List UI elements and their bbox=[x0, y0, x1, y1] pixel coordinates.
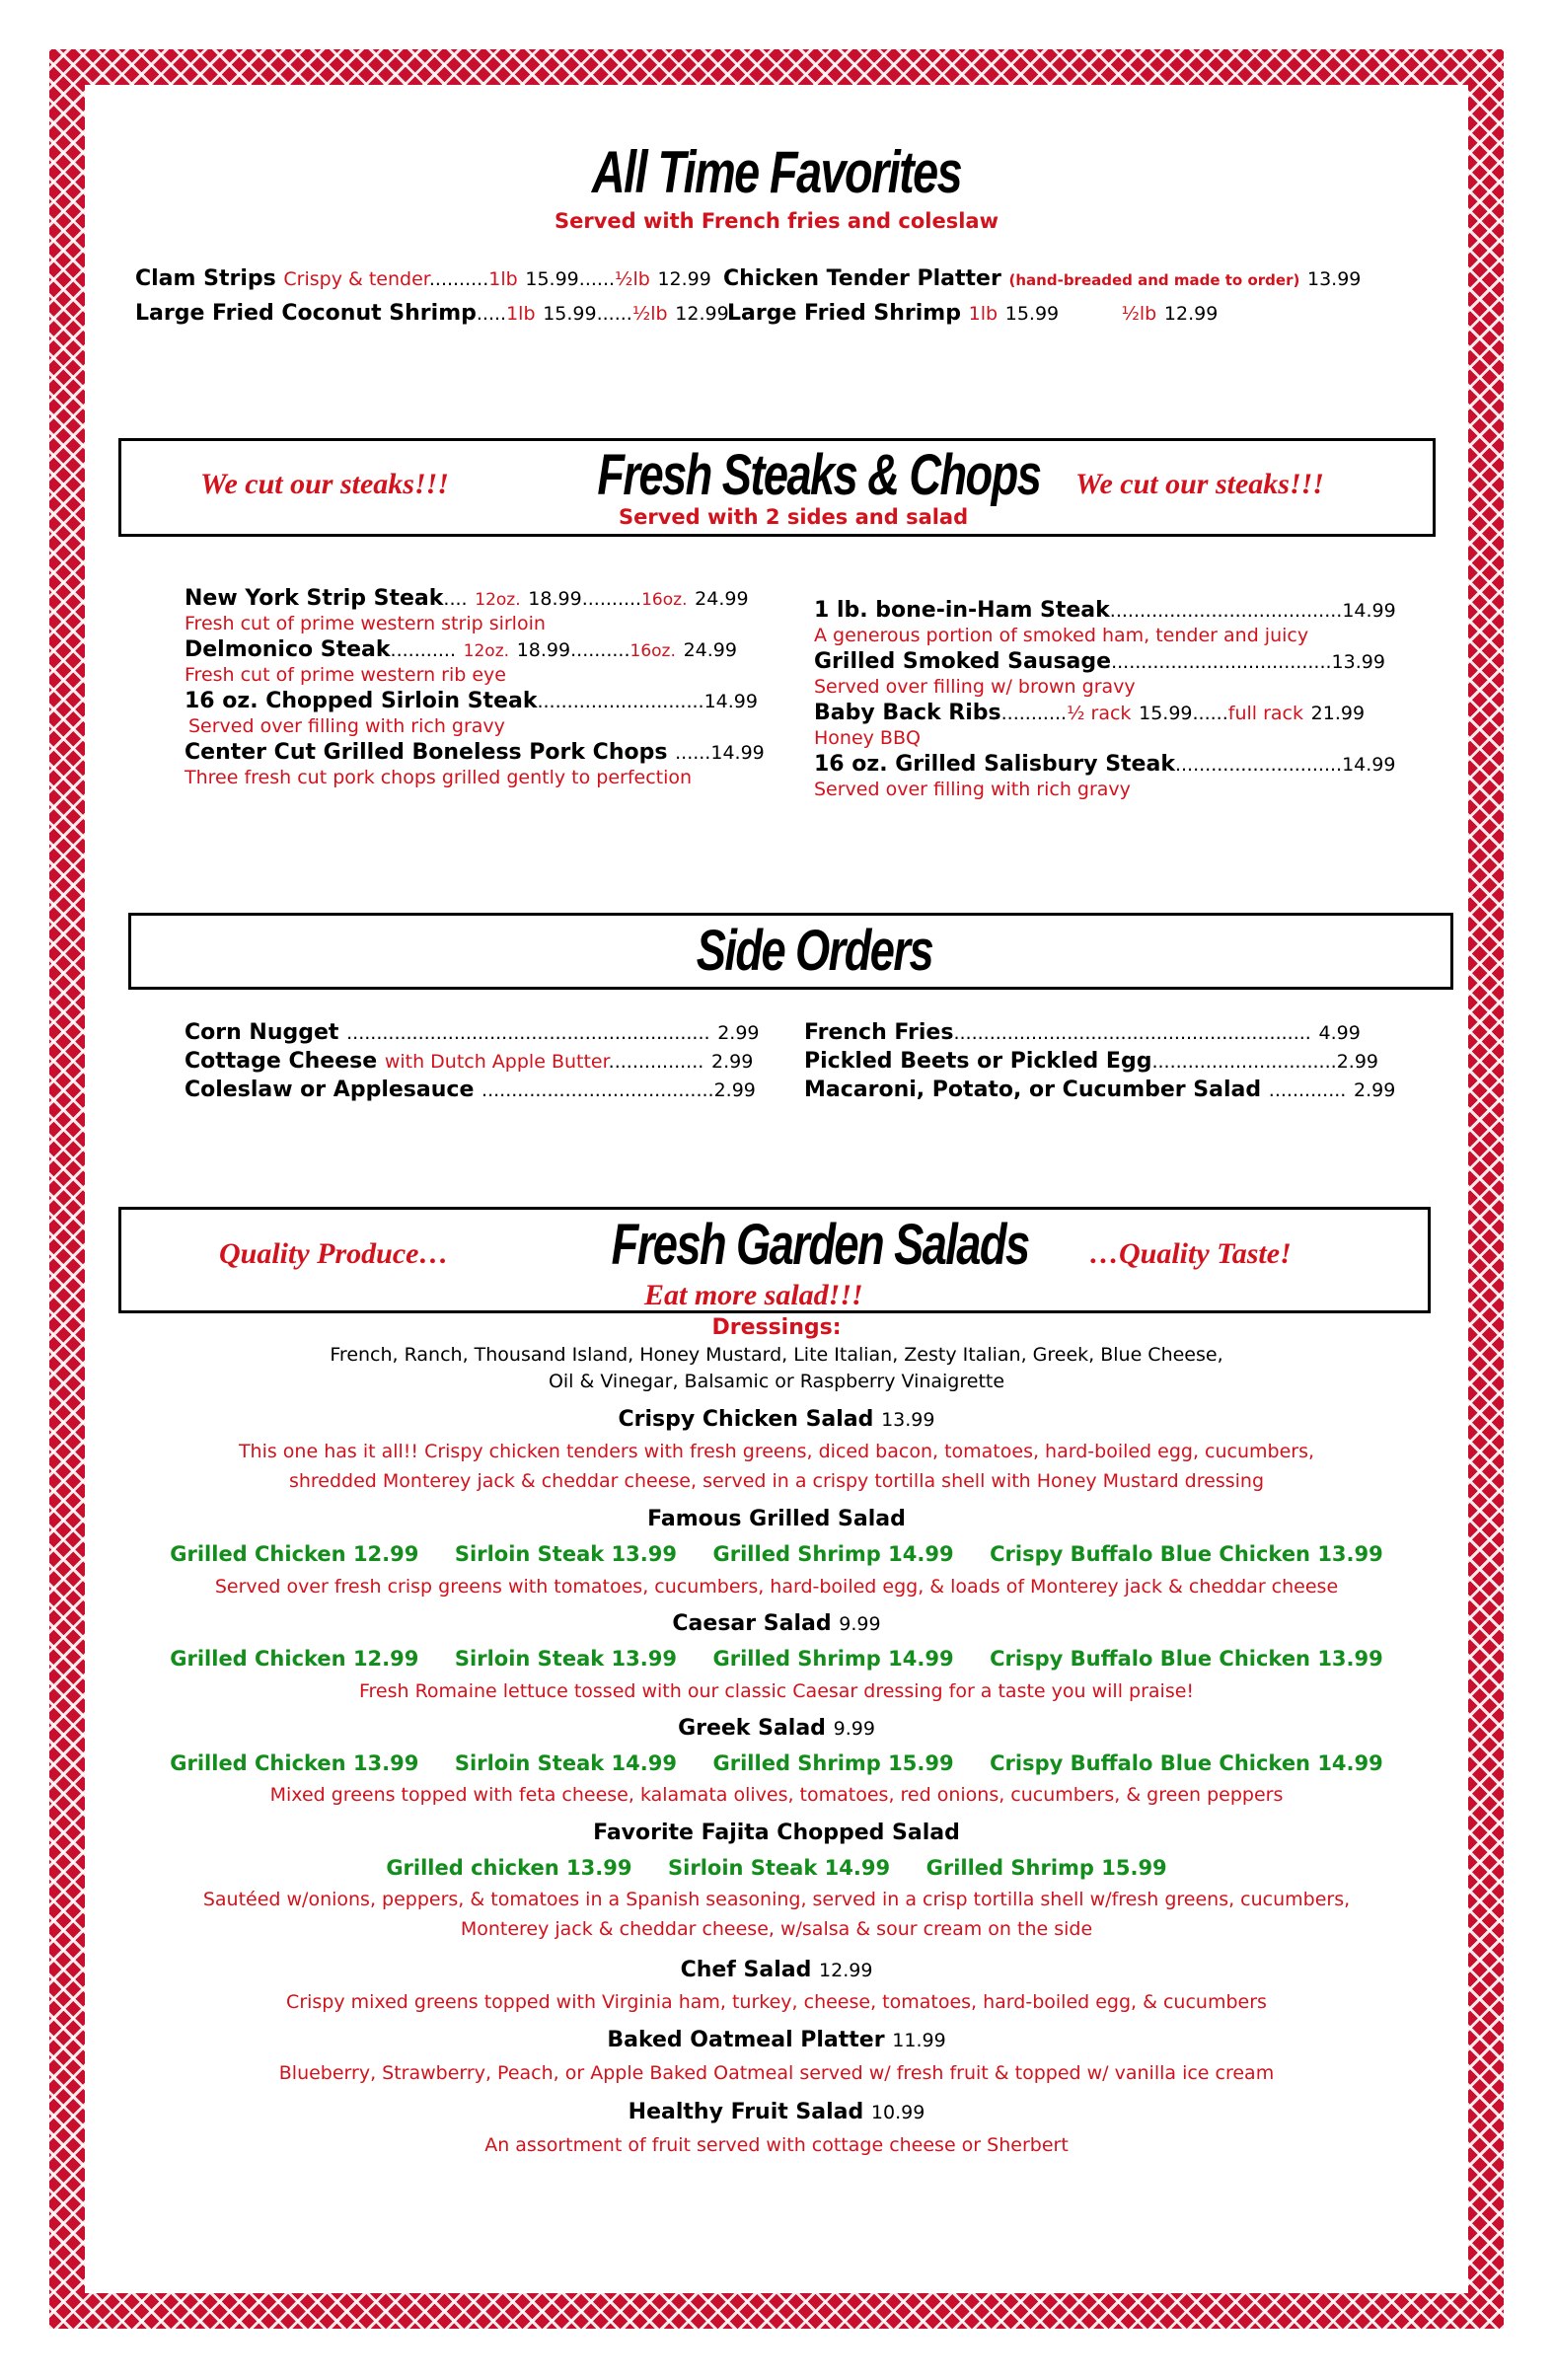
ham-steak-name: 1 lb. bone-in-Ham Steak bbox=[814, 598, 1110, 623]
ribs-desc: Honey BBQ bbox=[814, 727, 921, 749]
crispy-chicken-desc-1: This one has it all!! Crispy chicken tenders with fresh greens, diced bacon, tomatoes, hard-boiled egg, cucumbers, bbox=[238, 1441, 1315, 1462]
caesar-options: Grilled Chicken 12.99 Sirloin Steak 13.99 Grilled Shrimp 14.99 Crispy Buffalo Blue Chicken 13.99 bbox=[170, 1647, 1383, 1671]
dots: ............................................................ bbox=[953, 1022, 1311, 1044]
size-12oz: 12oz. bbox=[475, 590, 521, 610]
fajita-desc-1: Sautéed w/onions, peppers, & tomatoes in a Spanish seasoning, served in a crisp tortilla shell w/fresh greens, cucumbers, bbox=[202, 1889, 1351, 1910]
all-time-subtitle: Served with French fries and coleslaw bbox=[555, 209, 999, 233]
greek-name: Greek Salad bbox=[678, 1716, 826, 1741]
sausage-price: 13.99 bbox=[1331, 651, 1385, 673]
fruit-desc: An assortment of fruit served with cottage cheese or Sherbert bbox=[484, 2134, 1069, 2156]
macaroni-name: Macaroni, Potato, or Cucumber Salad bbox=[804, 1078, 1262, 1102]
dots: ............................................................. bbox=[346, 1022, 710, 1044]
pork-chops-row bbox=[185, 740, 765, 765]
clam-strips-row bbox=[135, 266, 711, 291]
salisbury-price: 14.99 bbox=[1342, 754, 1396, 776]
oatmeal-platter bbox=[85, 2028, 1468, 2052]
oatmeal-price: 11.99 bbox=[892, 2030, 946, 2051]
sides-left-column bbox=[185, 1020, 760, 1102]
dots: ............................ bbox=[537, 691, 704, 712]
half-label: ½lb bbox=[1121, 303, 1157, 325]
lb-label: 1lb bbox=[506, 303, 536, 325]
salisbury-row bbox=[814, 752, 1396, 777]
chopped-sirloin-price: 14.99 bbox=[703, 691, 758, 712]
ham-steak-desc: A generous portion of smoked ham, tender and juicy bbox=[814, 625, 1309, 646]
steaks-left-column bbox=[185, 586, 765, 788]
all-time-title: All Time Favorites bbox=[591, 139, 962, 205]
caesar-desc: Fresh Romaine lettuce tossed with our classic Caesar dressing for a taste you will praise! bbox=[358, 1680, 1195, 1702]
cottage-cheese-price: 2.99 bbox=[710, 1051, 754, 1073]
chopped-sirloin-name: 16 oz. Chopped Sirloin Steak bbox=[185, 689, 538, 713]
corn-nugget-row bbox=[185, 1020, 760, 1045]
dots: ...... bbox=[578, 268, 616, 290]
fajita-options: Grilled chicken 13.99 Sirloin Steak 14.99 Grilled Shrimp 15.99 bbox=[386, 1856, 1167, 1880]
dots: ........... bbox=[390, 639, 456, 661]
chef-salad bbox=[85, 1958, 1468, 1982]
coconut-half-price: 12.99 bbox=[675, 303, 729, 325]
chef-name: Chef Salad bbox=[680, 1958, 812, 1982]
clam-strips-name: Clam Strips bbox=[135, 266, 276, 291]
pickled-beets-name: Pickled Beets or Pickled Egg bbox=[804, 1049, 1152, 1074]
pork-chops-desc: Three fresh cut pork chops grilled gently to perfection bbox=[185, 767, 693, 788]
delmonico-price-16: 24.99 bbox=[683, 639, 737, 661]
steaks-title: Fresh Steaks & Chops bbox=[597, 443, 1041, 507]
dots: .......... bbox=[581, 588, 642, 610]
oatmeal-name: Baked Oatmeal Platter bbox=[607, 2028, 885, 2052]
full-rack-price: 21.99 bbox=[1310, 703, 1366, 724]
delmonico-row bbox=[185, 637, 765, 662]
sausage-name: Grilled Smoked Sausage bbox=[814, 649, 1112, 674]
french-fries-row bbox=[804, 1020, 1395, 1045]
dots: .... bbox=[443, 588, 468, 610]
dots: ............. bbox=[1268, 1079, 1347, 1101]
greek-price: 9.99 bbox=[833, 1718, 875, 1740]
chopped-sirloin-row bbox=[185, 689, 765, 713]
size-16oz: 16oz. bbox=[641, 590, 688, 610]
chicken-tender-price: 13.99 bbox=[1307, 268, 1362, 290]
salisbury-name: 16 oz. Grilled Salisbury Steak bbox=[814, 752, 1175, 777]
dressings-line-1: French, Ranch, Thousand Island, Honey Mustard, Lite Italian, Zesty Italian, Greek, Blue Cheese, bbox=[330, 1344, 1223, 1366]
dots: ................ bbox=[608, 1051, 704, 1073]
fried-shrimp-name: Large Fried Shrimp bbox=[727, 301, 961, 326]
fruit-salad bbox=[85, 2100, 1468, 2124]
famous-grilled-options: Grilled Chicken 12.99 Sirloin Steak 13.99 Grilled Shrimp 14.99 Crispy Buffalo Blue Chicken 13.99 bbox=[170, 1542, 1383, 1566]
crispy-chicken-name: Crispy Chicken Salad bbox=[618, 1407, 874, 1432]
pickled-beets-price: 2.99 bbox=[1336, 1051, 1378, 1073]
steaks-subtitle: Served with 2 sides and salad bbox=[619, 505, 969, 529]
dots: ............................... bbox=[1151, 1051, 1337, 1073]
chopped-sirloin-desc: Served over filling with rich gravy bbox=[188, 715, 505, 737]
delmonico-name: Delmonico Steak bbox=[185, 637, 391, 662]
ny-strip-desc: Fresh cut of prime western strip sirloin bbox=[185, 613, 546, 634]
oatmeal-desc: Blueberry, Strawberry, Peach, or Apple Baked Oatmeal served w/ fresh fruit & topped w/ vanilla ice cream bbox=[278, 2062, 1275, 2084]
corn-nugget-price: 2.99 bbox=[717, 1022, 760, 1044]
sides-title: Side Orders bbox=[696, 919, 933, 983]
chef-desc: Crispy mixed greens topped with Virginia ham, turkey, cheese, tomatoes, hard-boiled egg, & cucumbers bbox=[286, 1991, 1267, 2013]
salads-title: Fresh Garden Salads bbox=[611, 1213, 1029, 1277]
macaroni-price: 2.99 bbox=[1353, 1079, 1396, 1101]
dots: ..... bbox=[476, 303, 507, 325]
crispy-chicken-desc-2: shredded Monterey jack & cheddar cheese, served in a crispy tortilla shell with Honey Mustard dressing bbox=[288, 1470, 1265, 1492]
pork-chops-price: 14.99 bbox=[710, 742, 765, 764]
greek-options: Grilled Chicken 13.99 Sirloin Steak 14.99 Grilled Shrimp 15.99 Crispy Buffalo Blue Chicken 14.99 bbox=[170, 1751, 1383, 1775]
caesar-price: 9.99 bbox=[839, 1613, 881, 1635]
sides-right-column bbox=[804, 1020, 1395, 1102]
greek-salad bbox=[85, 1716, 1468, 1741]
dots: ...... bbox=[596, 303, 632, 325]
dots: ...... bbox=[1192, 703, 1228, 724]
chicken-tender-desc: (hand-breaded and made to order) bbox=[1008, 271, 1300, 289]
delmonico-desc: Fresh cut of prime western rib eye bbox=[185, 664, 506, 686]
macaroni-row bbox=[804, 1078, 1395, 1102]
half-rack-label: ½ rack bbox=[1067, 703, 1132, 724]
ny-strip-name: New York Strip Steak bbox=[185, 586, 444, 611]
coconut-lb-price: 15.99 bbox=[543, 303, 597, 325]
dots: ....................................... bbox=[1109, 600, 1343, 622]
lb-label: 1lb bbox=[968, 303, 999, 325]
chef-price: 12.99 bbox=[819, 1960, 873, 1981]
pork-chops-name: Center Cut Grilled Boneless Pork Chops bbox=[185, 740, 668, 765]
chicken-tender-name: Chicken Tender Platter bbox=[723, 266, 1001, 291]
fajita-desc-2: Monterey jack & cheddar cheese, w/salsa & sour cream on the side bbox=[460, 1918, 1093, 1940]
coleslaw-price: 2.99 bbox=[713, 1079, 756, 1101]
lb-label: 1lb bbox=[488, 268, 518, 290]
dots: .......... bbox=[428, 268, 489, 290]
dots: ............................ bbox=[1174, 754, 1343, 776]
steaks-tag-left: We cut our steaks!!! bbox=[200, 468, 449, 500]
ny-strip-price-12: 18.99 bbox=[528, 588, 582, 610]
shrimp-half-price: 12.99 bbox=[1163, 303, 1219, 325]
steaks-tag-right: We cut our steaks!!! bbox=[1075, 468, 1324, 500]
salads-tag-right: …Quality Taste! bbox=[1089, 1237, 1292, 1270]
ny-strip-price-16: 24.99 bbox=[695, 588, 749, 610]
fruit-price: 10.99 bbox=[870, 2102, 925, 2123]
size-12oz: 12oz. bbox=[463, 641, 510, 661]
sausage-row bbox=[814, 649, 1396, 674]
fruit-name: Healthy Fruit Salad bbox=[628, 2100, 864, 2124]
famous-grilled-name: Famous Grilled Salad bbox=[647, 1507, 906, 1531]
clam-strips-desc: Crispy & tender bbox=[283, 268, 429, 290]
sausage-desc: Served over filling w/ brown gravy bbox=[814, 676, 1136, 698]
steaks-right-column bbox=[814, 598, 1396, 800]
clam-lb-price: 15.99 bbox=[525, 268, 579, 290]
french-fries-price: 4.99 bbox=[1318, 1022, 1361, 1044]
coleslaw-name: Coleslaw or Applesauce bbox=[185, 1078, 475, 1102]
caesar-salad bbox=[85, 1611, 1468, 1636]
dots: ....................................... bbox=[481, 1079, 714, 1101]
ribs-row bbox=[814, 701, 1396, 725]
ny-strip-row bbox=[185, 586, 765, 611]
dots: ...... bbox=[675, 742, 711, 764]
corn-nugget-name: Corn Nugget bbox=[185, 1020, 339, 1045]
coconut-shrimp-name: Large Fried Coconut Shrimp bbox=[135, 301, 477, 326]
cottage-cheese-note: with Dutch Apple Butter bbox=[384, 1051, 609, 1073]
half-label: ½lb bbox=[631, 303, 668, 325]
dots: .......... bbox=[570, 639, 630, 661]
cottage-cheese-name: Cottage Cheese bbox=[185, 1049, 378, 1074]
eat-more-salad: Eat more salad!!! bbox=[644, 1279, 863, 1311]
ribs-name: Baby Back Ribs bbox=[814, 701, 1001, 725]
ham-steak-price: 14.99 bbox=[1342, 600, 1396, 622]
greek-desc: Mixed greens topped with feta cheese, kalamata olives, tomatoes, red onions, cucumbers, & green peppers bbox=[269, 1784, 1284, 1806]
dots: ..................................... bbox=[1111, 651, 1332, 673]
french-fries-name: French Fries bbox=[804, 1020, 954, 1045]
dots: ........... bbox=[1000, 703, 1068, 724]
coconut-shrimp-row bbox=[135, 301, 729, 326]
dressings-line-2: Oil & Vinegar, Balsamic or Raspberry Vinaigrette bbox=[548, 1371, 1005, 1392]
pickled-beets-row bbox=[804, 1049, 1395, 1074]
crispy-chicken-salad bbox=[85, 1407, 1468, 1432]
size-16oz: 16oz. bbox=[629, 641, 676, 661]
clam-half-price: 12.99 bbox=[657, 268, 711, 290]
caesar-name: Caesar Salad bbox=[672, 1611, 832, 1636]
half-rack-price: 15.99 bbox=[1139, 703, 1193, 724]
delmonico-price-12: 18.99 bbox=[516, 639, 571, 661]
fajita-name: Favorite Fajita Chopped Salad bbox=[593, 1821, 960, 1845]
full-rack-label: full rack bbox=[1227, 703, 1303, 724]
coleslaw-row bbox=[185, 1078, 760, 1102]
shrimp-lb-price: 15.99 bbox=[1004, 303, 1060, 325]
chicken-tender-row bbox=[723, 266, 1361, 291]
dressings-label: Dressings: bbox=[711, 1315, 842, 1340]
salisbury-desc: Served over filling with rich gravy bbox=[814, 779, 1131, 800]
salads-tag-left: Quality Produce… bbox=[219, 1237, 449, 1270]
crispy-chicken-price: 13.99 bbox=[881, 1409, 935, 1431]
famous-grilled-desc: Served over fresh crisp greens with tomatoes, cucumbers, hard-boiled egg, & loads of Monterey jack & cheddar cheese bbox=[214, 1576, 1339, 1598]
fried-shrimp-row bbox=[727, 301, 1218, 326]
cottage-cheese-row bbox=[185, 1049, 760, 1074]
half-label: ½lb bbox=[615, 268, 650, 290]
ham-steak-row bbox=[814, 598, 1396, 623]
